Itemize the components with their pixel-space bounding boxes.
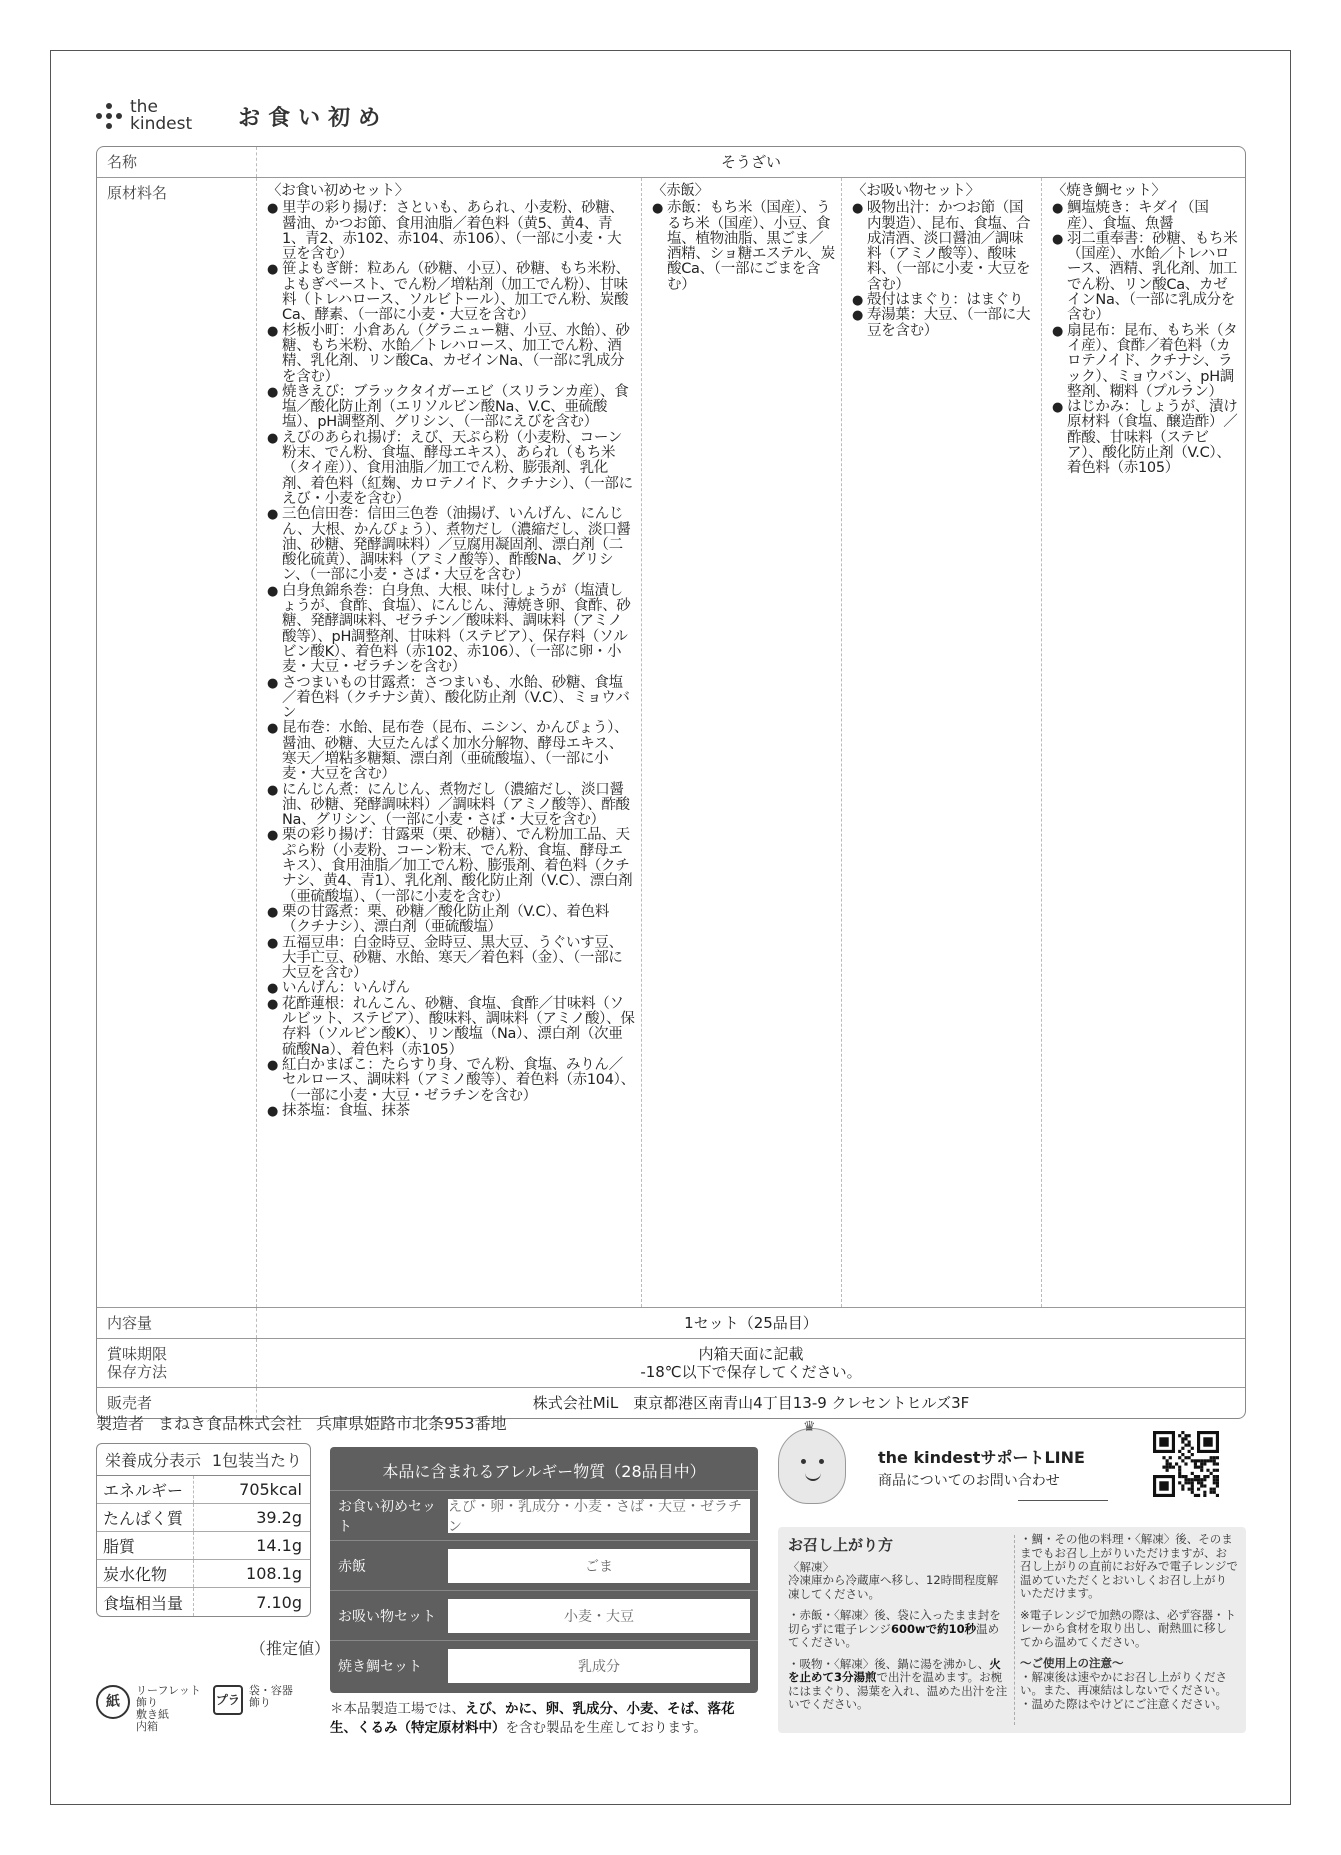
plastic-text-1: 袋・容器 xyxy=(248,1684,293,1697)
content-row xyxy=(97,1308,1245,1339)
expiry-value xyxy=(257,1339,1245,1387)
footnote-pre: ＊本品製造工場では、 xyxy=(330,1701,465,1717)
ingredients-col-sekihan xyxy=(642,178,842,1307)
ingredient-item: ● 杉板小町：小倉あん（グラニュー糖、小豆、水飴）、砂糖、もち米粉、水飴／トレハロース、加工でん粉、酒精、乳化剤、リン酸Ca、カゼインNa、（一部に乳成分を含む） xyxy=(267,324,635,385)
nutrition-row xyxy=(97,1532,310,1560)
footnote-post: を含む製品を生産しております。 xyxy=(505,1720,707,1736)
col-header: 〈お食い初めセット〉 xyxy=(267,183,409,199)
allergy-item-allergens: ごま xyxy=(448,1549,750,1583)
name-label: 名称 xyxy=(97,147,257,177)
thaw-head: 〈解凍〉 xyxy=(788,1559,834,1574)
paper-text-3: 敷き紙 xyxy=(136,1708,169,1721)
ingredient-item: ● いんげん：いんげん xyxy=(267,981,635,996)
nutrition-key: たんぱく質 xyxy=(97,1504,194,1531)
sekihan-bold: 600wで約10秒 xyxy=(890,1621,977,1636)
paper-recycle-text xyxy=(136,1685,201,1733)
nutrition-row xyxy=(97,1476,310,1504)
ingredient-item: ● 寿湯葉：大豆、（一部に大豆を含む） xyxy=(852,308,1035,339)
soup-pre: ・吸物・〈解凍〉後、鍋に湯を沸かし、 xyxy=(788,1656,990,1671)
nutrition-title: 栄養成分表示 xyxy=(105,1451,202,1470)
nutrition-key: 食塩相当量 xyxy=(97,1588,194,1616)
thaw-section xyxy=(788,1561,1008,1602)
line-subtitle: 商品についてのお問い合わせ xyxy=(878,1473,1060,1489)
ingredient-item: ● 花酢蓮根：れんこん、砂糖、食塩、食酢／甘味料（ソルビット、ステビア）、酸味料、調味料（アミノ酸）、保存料（ソルビン酸K）、リン酸塩（Na）、漂白剤（次亜硫酸Na）、着色料（赤105） xyxy=(267,997,635,1058)
name-row xyxy=(97,147,1245,178)
ingredient-item: ● 栗の彩り揚げ：甘露栗（栗、砂糖）、でん粉加工品、天ぷら粉（小麦粉、コーン粉末、でん粉、食塩、酵母エキス）、食用油脂／加工でん粉、膨張剤、着色料（クチナシ、黄4、青1）、乳化剤、酸化防止剤（V.C）、漂白剤（亜硫酸塩）、（一部に小麦を含む） xyxy=(267,828,635,904)
ingredient-item: ● 栗の甘露煮：栗、砂糖／酸化防止剤（V.C）、着色料（クチナシ）、漂白剤（亜硫酸塩） xyxy=(267,905,635,936)
tai-text: ・鯛・その他の料理・〈解凍〉後、そのままでもお召し上がりいただけますが、お召し上がりの直前にお好みで電子レンジで温めていただくとおいしくお召し上がりいただけます。 xyxy=(1020,1532,1238,1600)
howto-left xyxy=(788,1536,1008,1720)
plastic-recycle-text xyxy=(249,1685,293,1733)
ingredients-col-yakitai xyxy=(1042,178,1245,1307)
nutrition-row xyxy=(97,1504,310,1532)
allergy-row xyxy=(330,1491,758,1541)
expiry-value-2: -18℃以下で保存してください。 xyxy=(640,1363,862,1381)
nutrition-unit: 1包装当たり xyxy=(211,1451,302,1470)
thaw-text: 冷凍庫から冷蔵庫へ移し、12時間程度解凍してください。 xyxy=(788,1573,999,1601)
nutrition-key: エネルギー xyxy=(97,1476,194,1503)
expiry-row xyxy=(97,1339,1245,1388)
nutrition-value: 705kcal xyxy=(239,1480,302,1499)
page-title: お食い初め xyxy=(238,105,389,131)
col-header: 〈焼き鯛セット〉 xyxy=(1052,183,1166,199)
nutrition-table xyxy=(96,1443,311,1617)
ingredients-row xyxy=(97,178,1245,1308)
seller-label: 販売者 xyxy=(97,1388,257,1418)
ingredient-item: ● にんじん煮：にんじん、煮物だし（濃縮だし、淡口醤油、砂糖、発酵調味料）／調味料（アミノ酸等）、酢酸Na、グリシン、（一部に小麦・さば・大豆を含む） xyxy=(267,783,635,829)
sekihan-post: 温めてください。 xyxy=(788,1621,1000,1649)
arrow-icon xyxy=(1018,1491,1108,1501)
ingredient-item: ● えびのあられ揚げ：えび、天ぷら粉（小麦粉、コーン粉末、でん粉、食塩、酵母エキス）、あられ（もち米（タイ産））、食用油脂／加工でん粉、膨張剤、乳化剤、着色料（紅麹、カロテノイド、クチナシ）、（一部にえび・小麦を含む） xyxy=(267,431,635,507)
qr-code-icon[interactable] xyxy=(1153,1431,1219,1497)
product-info-table xyxy=(96,146,1246,1419)
plastic-recycle-icon: プラ xyxy=(213,1685,243,1715)
allergy-item-name: お食い初めセット xyxy=(338,1498,436,1535)
ingredient-item: ● 焼きえび：ブラックタイガーエビ（スリランカ産）、食塩／酸化防止剤（エリソルビン酸Na、V.C、亜硫酸塩）、pH調整剤、グリシン、（一部にえびを含む） xyxy=(267,385,635,431)
crown-icon: ♛ xyxy=(803,1419,816,1435)
soup-bold: 火を止めて3分湯煎 xyxy=(788,1656,1001,1684)
ingredient-item: ● 殻付はまぐり：はまぐり xyxy=(852,293,1035,308)
seller-value: 株式会社MiL 東京都港区南青山4丁目13-9 クレセントヒルズ3F xyxy=(532,1394,970,1412)
footnote-bold: えび、かに、卵、乳成分、小麦、そば、落花生、くるみ（特定原材料中） xyxy=(330,1701,735,1736)
ingredient-item: ● 白身魚錦糸巻：白身魚、大根、味付しょうが（塩漬しょうが、食酢、食塩）、にんじん、薄焼き卵、食酢、砂糖、発酵調味料、ゼラチン／酸味料、調味料（アミノ酸等）、pH調整剤、甘味料（ステビア）、保存料（ソルビン酸K）、着色料（赤102、赤106）、（一部に卵・小麦・大豆・ゼラチンを含む） xyxy=(267,584,635,676)
howto-right xyxy=(1020,1533,1238,1711)
plastic-text-2: 飾り xyxy=(248,1696,271,1709)
sekihan-section xyxy=(788,1609,1008,1650)
ingredient-item: ● 昆布巻：水飴、昆布巻（昆布、ニシン、かんぴょう）、醤油、砂糖、大豆たんぱく加水分解物、酵母エキス、寒天／増粘多糖類、漂白剤（亜硫酸塩）、（一部に小麦・大豆を含む） xyxy=(267,721,635,782)
mascot-icon xyxy=(778,1419,846,1504)
allergy-item-allergens: 小麦・大豆 xyxy=(448,1599,750,1633)
content-label: 内容量 xyxy=(97,1308,257,1338)
ingredient-item: ● 紅白かまぼこ：たらすり身、でん粉、食塩、みりん／セルロース、調味料（アミノ酸等）、着色料（赤104）、（一部に小麦・大豆・ゼラチンを含む） xyxy=(267,1058,635,1104)
ingredient-item: ● 鯛塩焼き：キダイ（国産）、食塩、魚醤 xyxy=(1052,201,1239,232)
recycle-marks xyxy=(96,1685,293,1733)
nutrition-row xyxy=(97,1588,310,1616)
allergy-row xyxy=(330,1591,758,1641)
name-value: そうざい xyxy=(720,153,781,171)
maker-address: 兵庫県姫路市北条953番地 xyxy=(316,1414,507,1433)
ingredient-item: ● さつまいもの甘露煮：さつまいも、水飴、砂糖、食塩／着色料（クチナシ黄）、酸化防止剤（V.C）、ミョウバン xyxy=(267,676,635,722)
ingredient-item: ● 笹よもぎ餅：粒あん（砂糖、小豆）、砂糖、もち米粉、よもぎペースト、でん粉／増粘剤（加工でん粉）、甘味料（トレハロース、ソルビトール）、加工でん粉、炭酸Ca、酵素、（一部に小麦・大豆を含む） xyxy=(267,262,635,323)
howto-title: お召し上がり方 xyxy=(788,1536,894,1554)
ingredients-col-okuizome xyxy=(257,178,642,1307)
maker-name: まねき食品株式会社 xyxy=(158,1414,303,1433)
logo-line2: kindest xyxy=(130,114,193,134)
caution-2: ・温めた際はやけどにご注意ください。 xyxy=(1020,1696,1227,1711)
allergy-item-allergens: 乳成分 xyxy=(448,1649,750,1683)
soup-section xyxy=(788,1658,1008,1712)
allergy-item-name: お吸い物セット xyxy=(338,1608,436,1625)
ingredient-item: ● 三色信田巻：信田三色巻（油揚げ、いんげん、にんじん、大根、かんぴょう）、煮物だし（濃縮だし、淡口醤油、砂糖、発酵調味料）／豆腐用凝固剤、漂白剤（二酸化硫黄）、調味料（アミノ酸等）、酢酸Na、グリシン、（一部に小麦・さば・大豆を含む） xyxy=(267,507,635,583)
logo-line1: the xyxy=(130,97,158,117)
line-title: the kindestサポートLINE xyxy=(878,1448,1085,1467)
allergy-row xyxy=(330,1641,758,1691)
caution-head: 〜ご使用上の注意〜 xyxy=(1020,1656,1124,1670)
expiry-label-1: 賞味期限 xyxy=(107,1345,168,1363)
paper-text-4: 内箱 xyxy=(136,1720,158,1733)
nutrition-key: 炭水化物 xyxy=(97,1560,194,1587)
paper-text-1: リーフレット xyxy=(136,1684,201,1697)
ingredients-label: 原材料名 xyxy=(97,178,257,1307)
expiry-label-2: 保存方法 xyxy=(107,1363,168,1381)
ingredients-columns xyxy=(257,178,1245,1307)
ingredient-item: ● 里芋の彩り揚げ：さといも、あられ、小麦粉、砂糖、醤油、かつお節、食用油脂／着色料（黄5、黄4、青1、青2、赤102、赤104、赤106）、（一部に小麦・大豆を含む） xyxy=(267,201,635,262)
allergy-footnote xyxy=(330,1700,760,1738)
manufacturer xyxy=(96,1411,521,1434)
expiry-label xyxy=(97,1339,257,1387)
paper-text-2: 飾り xyxy=(136,1696,158,1709)
ingredient-item: ● 羽二重奉書：砂糖、もち米（国産）、水飴／トレハロース、酒精、乳化剤、加工でん粉、リン酸Ca、カゼインNa、（一部に乳成分を含む） xyxy=(1052,232,1239,324)
ingredient-item: ● 吸物出汁：かつお節（国内製造）、昆布、食塩、合成清酒、淡口醤油／調味料（アミノ酸等）、酸味料、（一部に小麦・大豆を含む） xyxy=(852,201,1035,293)
col-header: 〈お吸い物セット〉 xyxy=(852,183,980,199)
nutrition-value: 14.1g xyxy=(256,1536,302,1555)
nutrition-value: 7.10g xyxy=(256,1592,302,1612)
ingredient-item: ● 扇昆布：昆布、もち米（タイ産）、食酢／着色料（カロテノイド、クチナシ、ラック）、ミョウバン、pH調整剤、糊料（プルラン） xyxy=(1052,324,1239,400)
allergy-item-name: 焼き鯛セット xyxy=(338,1659,422,1675)
ingredients-col-osuimono xyxy=(842,178,1042,1307)
logo-text xyxy=(130,99,192,133)
microwave-text: ※電子レンジで加熱の際は、必ず容器・トレーから食材を取り出し、耐熱皿に移してから温めてください。 xyxy=(1020,1607,1237,1649)
nutrition-value: 108.1g xyxy=(246,1564,302,1583)
sekihan-pre: ・赤飯・〈解凍〉後、袋に入ったまま封を切らずに電子レンジ xyxy=(788,1608,1001,1636)
ingredient-item: ● 抹茶塩：食塩、抹茶 xyxy=(267,1104,635,1119)
howto-divider xyxy=(1014,1535,1015,1725)
logo-dots-icon xyxy=(96,103,122,129)
content-value: 1セット（25品目） xyxy=(684,1314,818,1332)
ingredient-item: ● はじかみ：しょうが、漬け原材料（食塩、醸造酢）／酢酸、甘味料（ステビア）、酸化防止剤（V.C）、着色料（赤105） xyxy=(1052,400,1239,476)
nutrition-row xyxy=(97,1560,310,1588)
paper-recycle-icon: 紙 xyxy=(96,1685,130,1719)
how-to-eat xyxy=(778,1527,1246,1733)
allergy-box xyxy=(330,1447,758,1693)
soup-post: で出汁を温めます。お椀にはまぐり、湯葉を入れ、温めた出汁を注いでください。 xyxy=(788,1670,1008,1711)
ingredient-item: ● 赤飯：もち米（国産）、うるち米（国産）、小豆、食塩、植物油脂、黒ごま／酒精、ショ糖エステル、炭酸Ca、（一部にごまを含む） xyxy=(652,201,835,293)
brand-logo xyxy=(96,99,192,133)
col-header: 〈赤飯〉 xyxy=(652,183,709,199)
maker-label: 製造者 xyxy=(96,1414,145,1433)
header xyxy=(96,96,388,136)
nutrition-estimate: （推定値） xyxy=(250,1639,331,1658)
ingredient-item: ● 五福豆串：白金時豆、金時豆、黒大豆、うぐいす豆、大手亡豆、砂糖、水飴、寒天／着色料（金）、（一部に大豆を含む） xyxy=(267,936,635,982)
caution-1: ・解凍後は速やかにお召し上がりください。また、再凍結はしないでください。 xyxy=(1020,1669,1227,1697)
allergy-item-name: 赤飯 xyxy=(338,1558,366,1575)
nutrition-header xyxy=(97,1444,310,1476)
allergy-title: 本品に含まれるアレルギー物質（28品目中） xyxy=(330,1447,758,1491)
nutrition-value: 39.2g xyxy=(256,1508,302,1527)
line-support xyxy=(778,1419,1244,1508)
expiry-value-1: 内箱天面に記載 xyxy=(698,1345,804,1363)
nutrition-key: 脂質 xyxy=(97,1532,194,1559)
allergy-item-allergens: えび・卵・乳成分・小麦・さば・大豆・ゼラチン xyxy=(448,1499,750,1533)
allergy-row xyxy=(330,1541,758,1591)
